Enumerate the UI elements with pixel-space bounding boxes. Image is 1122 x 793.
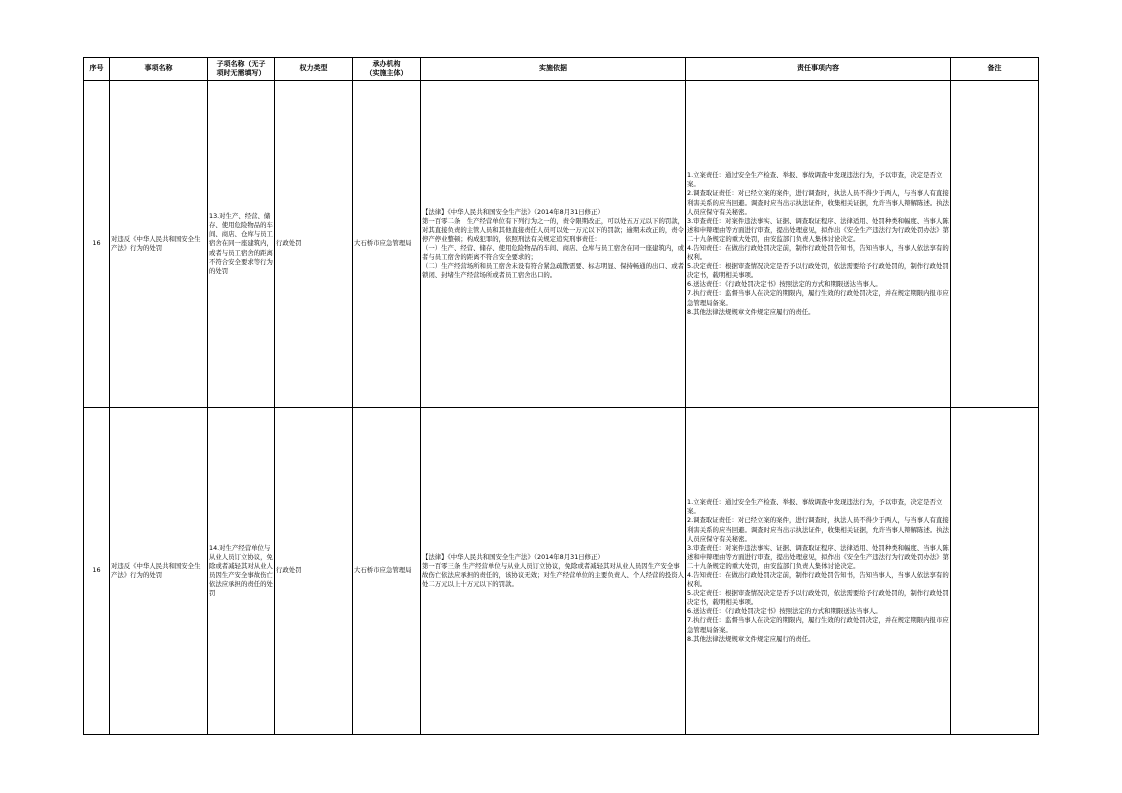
row-basis xyxy=(421,408,686,735)
table-row xyxy=(84,81,1039,408)
header-org-line2: （实施主体） xyxy=(365,69,408,77)
power-list-table xyxy=(83,57,1039,735)
responsibility-item: 8.其他法律法规规章文件规定应履行的责任。 xyxy=(687,307,815,316)
header-no: 序号 xyxy=(84,58,110,81)
responsibility-item: 1.立案责任：通过安全生产检查、举报、事故调查中发现违法行为，予以审查，决定是否立案。 xyxy=(687,498,943,516)
header-remarks: 备注 xyxy=(951,58,1039,81)
basis-line: 第一百零二条 生产经营单位有下列行为之一的，责令限期改正，可以处五万元以下的罚款，对其直接负责的主管人员和其他直接责任人员可以处一万元以下的罚款；逾期未改正的，责令停产停业整顿；构成犯罪的，依照刑法有关规定追究刑事责任： xyxy=(422,216,685,243)
header-org-line1: 承办机构 xyxy=(372,59,401,68)
row-remarks xyxy=(951,81,1039,408)
header-sub-item xyxy=(208,58,275,81)
row-remarks xyxy=(951,408,1039,735)
responsibility-item: 8.其他法律法规规章文件规定应履行的责任。 xyxy=(687,634,815,643)
basis-line: （一）生产、经营、储存、使用危险物品的车间、商店、仓库与员工宿舍在同一座建筑内，或者与员工宿舍的距离不符合安全要求的； xyxy=(422,244,685,262)
responsibility-item: 5.决定责任：根据审查情况决定是否予以行政处罚，依法需要给予行政处罚的，制作行政处罚决定书，载明相关事项。 xyxy=(687,262,949,280)
row-item-name: 对违反《中华人民共和国安全生产法》行为的处罚 xyxy=(110,408,208,735)
responsibility-item: 3.审查责任：对案件违法事实、证据、调查取证程序、法律适用、处罚种类和幅度、当事人陈述和申辩理由等方面进行审查，提出处理意见，拟作出《安全生产违法行为行政处罚办法》第二十九条规定的重大处罚，由安监部门负责人集体讨论决定。 xyxy=(687,543,950,570)
responsibility-item: 4.告知责任：在做出行政处罚决定前，制作行政处罚告知书，告知当事人，当事人依法享有的权利。 xyxy=(687,571,949,589)
table-row xyxy=(84,408,1039,735)
row-responsibility xyxy=(686,408,951,735)
row-org: 大石桥市应急管理局 xyxy=(353,81,421,408)
header-power-type: 权力类型 xyxy=(275,58,353,81)
header-responsibility: 责任事项内容 xyxy=(686,58,951,81)
responsibility-item: 2.调查取证责任：对已经立案的案件，进行调查时，执法人员不得少于两人，与当事人有直接利害关系的应当回避。调查时应当出示执法证件，收集相关证据，允许当事人辩解陈述。执法人员应保守有关秘密。 xyxy=(687,516,950,543)
responsibility-item: 1.立案责任：通过安全生产检查、举报、事故调查中发现违法行为，予以审查，决定是否立案。 xyxy=(687,171,943,189)
basis-title: 【法律】《中华人民共和国安全生产法》（2014年8月31日修正） xyxy=(422,207,604,216)
header-item: 事项名称 xyxy=(110,58,208,81)
header-basis: 实施依据 xyxy=(421,58,686,81)
row-org: 大石桥市应急管理局 xyxy=(353,408,421,735)
responsibility-item: 7.执行责任：监督当事人在决定的期限内，履行生效的行政处罚决定，并在规定期限内报市应急管理局备案。 xyxy=(687,616,949,634)
row-power-type: 行政处罚 xyxy=(275,81,353,408)
header-sub-item-line1: 子项名称（无子 xyxy=(216,59,266,68)
header-sub-item-line2: 项时无需填写） xyxy=(216,69,266,77)
row-item-name: 对违反《中华人民共和国安全生产法》行为的处罚 xyxy=(110,81,208,408)
responsibility-item: 7.执行责任：监督当事人在决定的期限内，履行生效的行政处罚决定，并在规定期限内报市应急管理局备案。 xyxy=(687,289,949,307)
responsibility-item: 6.送达责任：《行政处罚决定书》按照法定的方式和期限送达当事人。 xyxy=(687,280,882,289)
basis-line: （二）生产经营场所和员工宿舍未设有符合紧急疏散需要、标志明显、保持畅通的出口、或者锁闭、封堵生产经营场所或者员工宿舍出口的。 xyxy=(422,262,685,280)
header-row xyxy=(84,58,1039,81)
responsibility-item: 4.告知责任：在做出行政处罚决定前，制作行政处罚告知书，告知当事人，当事人依法享有的权利。 xyxy=(687,244,949,262)
responsibility-item: 6.送达责任：《行政处罚决定书》按照法定的方式和期限送达当事人。 xyxy=(687,607,882,616)
responsibility-item: 3.审查责任：对案件违法事实、证据、调查取证程序、法律适用、处罚种类和幅度、当事人陈述和申辩理由等方面进行审查，提出处理意见，拟作出《安全生产违法行为行政处罚办法》第二十九条规定的重大处罚，由安监部门负责人集体讨论决定。 xyxy=(687,216,950,243)
responsibility-item: 5.决定责任：根据审查情况决定是否予以行政处罚，依法需要给予行政处罚的，制作行政处罚决定书，载明相关事项。 xyxy=(687,589,949,607)
row-power-type: 行政处罚 xyxy=(275,408,353,735)
basis-title: 【法律】《中华人民共和国安全生产法》（2014年8月31日修正） xyxy=(422,552,604,561)
row-basis xyxy=(421,81,686,408)
header-org xyxy=(353,58,421,81)
responsibility-item: 2.调查取证责任：对已经立案的案件，进行调查时，执法人员不得少于两人，与当事人有直接利害关系的应当回避。调查时应当出示执法证件，收集相关证据，允许当事人辩解陈述。执法人员应保守有关秘密。 xyxy=(687,189,950,216)
row-responsibility xyxy=(686,81,951,408)
row-sub-item: 13.对生产、经营、储存、使用危险物品的车间、商店、仓库与员工宿舍在同一座建筑内，或者与员工宿舍的距离不符合安全要求等行为的处罚 xyxy=(208,81,275,408)
row-no: 16 xyxy=(84,408,110,735)
basis-line: 第一百零三条 生产经营单位与从业人员订立协议，免除或者减轻其对从业人员因生产安全事故伤亡依法应承担的责任的，该协议无效；对生产经营单位的主要负责人、个人经营的投资人处二万元以上十万元以下的罚款。 xyxy=(422,561,685,589)
row-sub-item: 14.对生产经营单位与从业人员订立协议，免除或者减轻其对从业人员因生产安全事故伤亡依法应承担的责任的处罚 xyxy=(208,408,275,735)
row-no: 16 xyxy=(84,81,110,408)
